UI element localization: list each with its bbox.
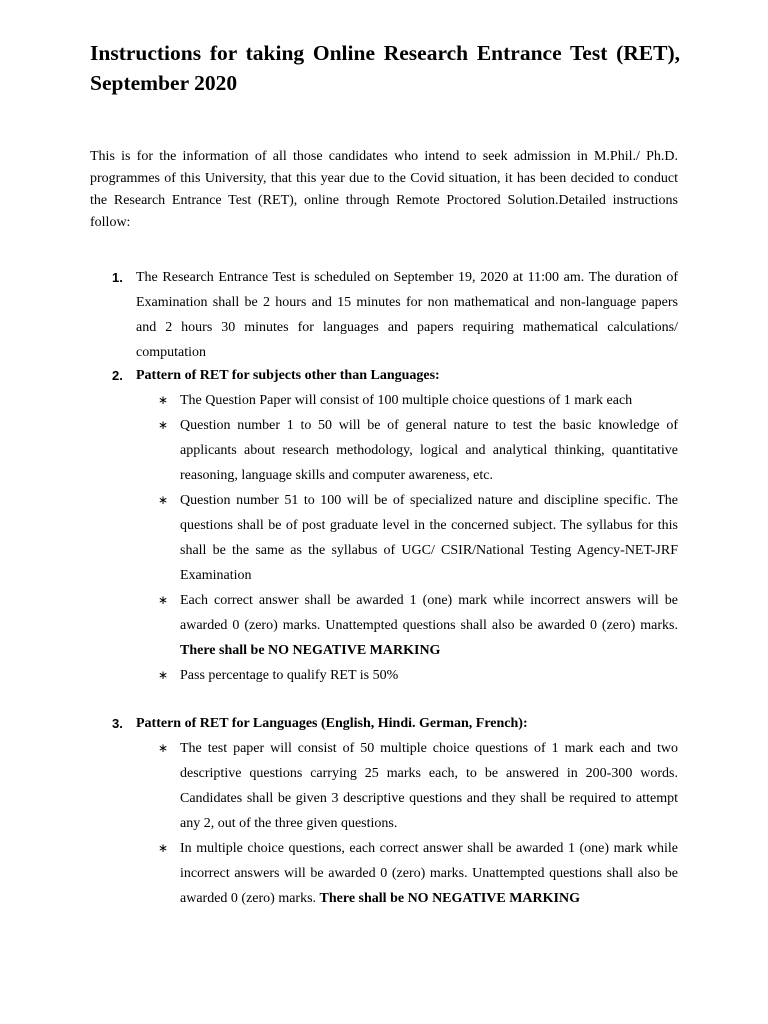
bullet-text: Each correct answer shall be awarded 1 (one) mark while incorrect answers will be awarded 0 (zero) marks. Unattempted questions shall also be awarded 0 (zero) marks. [180,593,678,633]
list-item [158,663,678,688]
no-negative-marking-note: There shall be NO NEGATIVE MARKING [319,891,580,906]
bullet-text: The test paper will consist of 50 multiple choice questions of 1 mark each and two descriptive questions carrying 25 marks each, to be answered in 200-300 words. Candidates shall be given 3 descriptive questions and they shall be required to attempt any 2, out of the three given questions. [180,741,678,831]
asterisk-bullet-icon: ∗ [158,393,169,407]
list-item [158,388,678,413]
list-item [158,488,678,588]
item-heading: Pattern of RET for subjects other than Languages: [136,368,440,383]
item-number: 3. [112,716,123,731]
list-item [158,836,678,911]
item-number: 2. [112,368,123,383]
item-2-bullet-list [158,388,678,688]
item-number: 1. [112,270,123,285]
intro-paragraph: This is for the information of all those candidates who intend to seek admission in M.Phil./ Ph.D. programmes of this University, that this year due to the Covid situation, it has been decided to conduct the Research Entrance Test (RET), online through Remote Proctored Solution.Detailed instructions follow: [90,149,678,230]
item-text: The Research Entrance Test is scheduled on September 19, 2020 at 11:00 am. The duration of Examination shall be 2 hours and 15 minutes for non mathematical and non-language papers and 2 hours 30 minutes for languages and papers requiring mathematical calculations/ computation [136,270,678,360]
asterisk-bullet-icon: ∗ [158,668,169,682]
asterisk-bullet-icon: ∗ [158,493,169,507]
item-3-bullet-list [158,736,678,911]
asterisk-bullet-icon: ∗ [158,841,169,855]
bullet-text: Question number 1 to 50 will be of general nature to test the basic knowledge of applicants about research methodology, logical and analytical thinking, quantitative reasoning, language skills and computer awareness, etc. [180,418,678,483]
list-item [158,736,678,836]
bullet-text: In multiple choice questions, each correct answer shall be awarded 1 (one) mark while incorrect answers will be awarded 0 (zero) marks. Unattempted questions shall also be awarded 0 (zero) marks. [180,841,678,906]
list-item [158,588,678,663]
item-heading: Pattern of RET for Languages (English, Hindi. German, French): [136,716,528,731]
list-item [158,413,678,488]
asterisk-bullet-icon: ∗ [158,418,169,432]
document-title: Instructions for taking Online Research Entrance Test (RET), September 2020 [90,41,680,95]
bullet-text: Question number 51 to 100 will be of specialized nature and discipline specific. The questions shall be of post graduate level in the concerned subject. The syllabus for this shall be the same as the syllabus of UGC/ CSIR/National Testing Agency-NET-JRF Examination [180,493,678,583]
bullet-text: Pass percentage to qualify RET is 50% [180,668,399,683]
bullet-text: The Question Paper will consist of 100 multiple choice questions of 1 mark each [180,393,633,408]
no-negative-marking-note: There shall be NO NEGATIVE MARKING [180,643,441,658]
asterisk-bullet-icon: ∗ [158,741,169,755]
asterisk-bullet-icon: ∗ [158,593,169,607]
